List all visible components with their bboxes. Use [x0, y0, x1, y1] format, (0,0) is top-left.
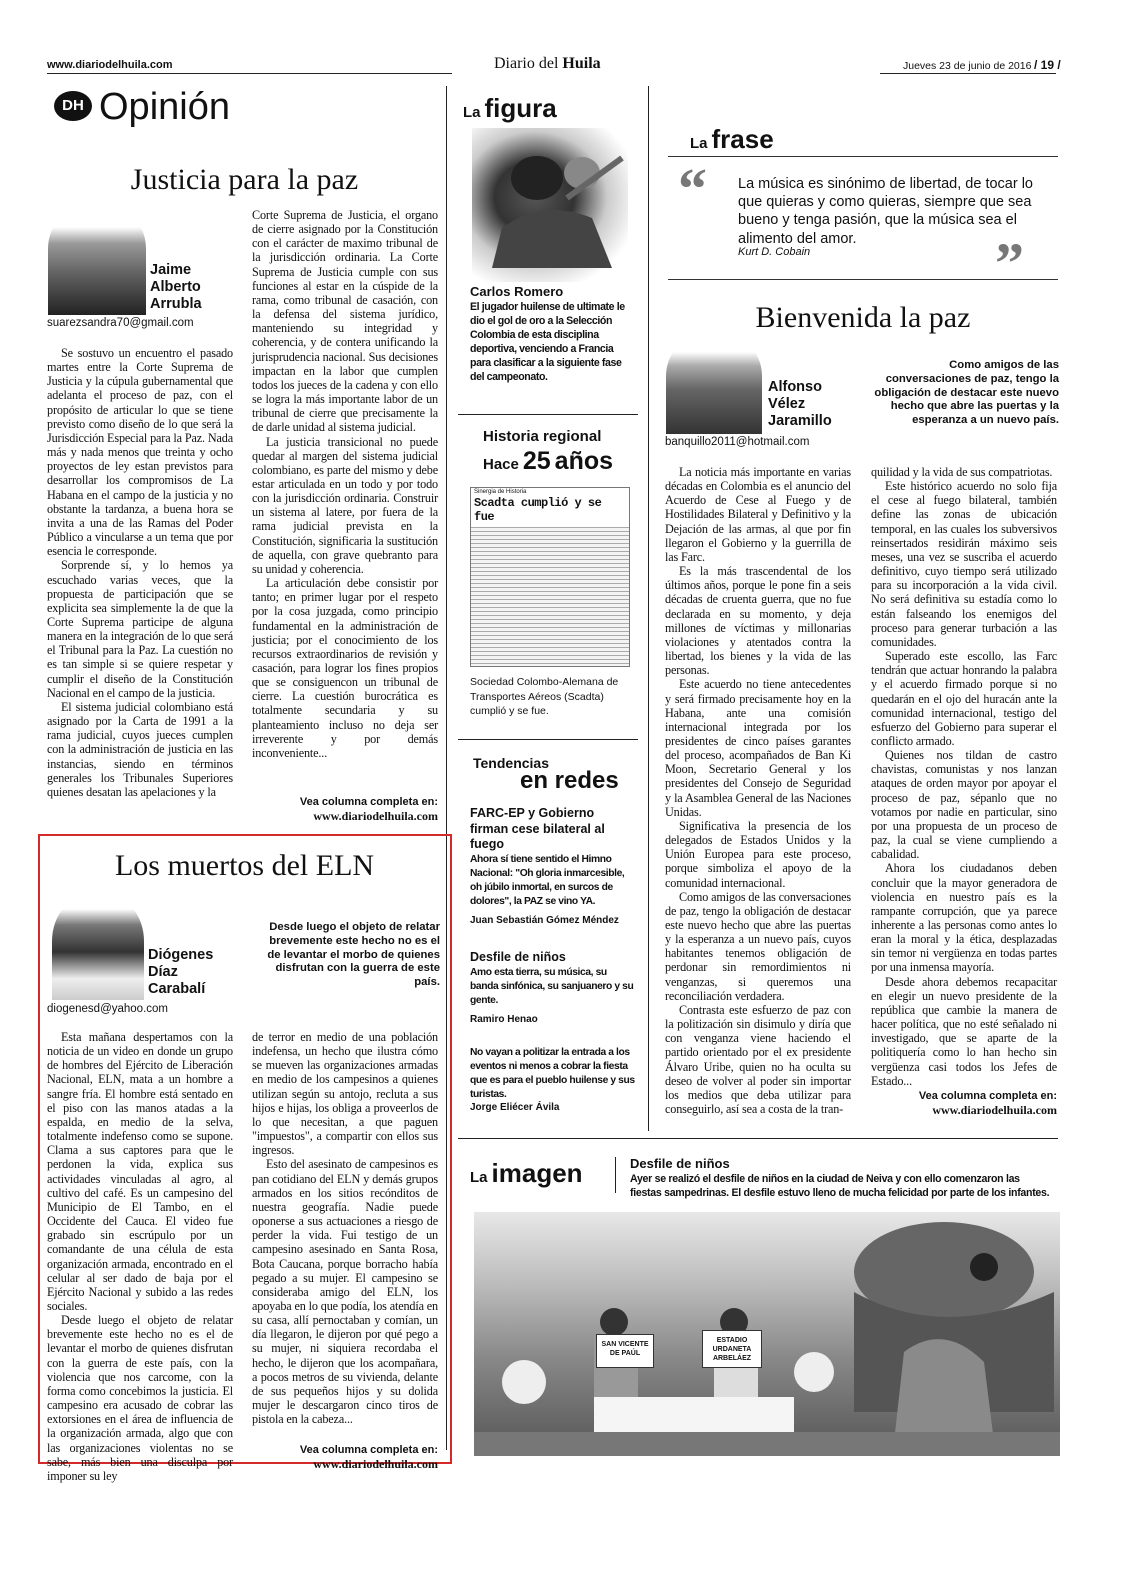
- bienvenida-email[interactable]: banquillo2011@hotmail.com: [665, 436, 810, 448]
- muertos-title: Los muertos del ELN: [114, 849, 375, 882]
- justicia-title: Justicia para la paz: [130, 163, 359, 196]
- ref-url[interactable]: www.diariodelhuila.com: [932, 1103, 1057, 1117]
- paragraph: Quienes nos tildan de castro chavistas, comunistas y nos lanzan ataques de orden mayor por apoyar el proceso de paz, sépanlo que no votamos por nadie en particular, sino por una propuesta de un proceso de paz, la cual se viene cumpliendo a cabalidad.: [871, 748, 1057, 862]
- author-last: Carabalí: [148, 981, 206, 997]
- author-first: Diógenes: [148, 947, 214, 963]
- header-rule-left: [47, 73, 452, 74]
- paragraph: Desde luego el objeto de relatar brevemente este hecho no es el de levantar el morbo de quienes disfrutan con la guerra de este país, con la violencia que nos carcome, con la forma como concebimos la justicia. El campesino era acusado de cobrar las extorsiones en el área de influencia de la organización armada, algo que con las organizaciones violentas no se sabe, más bien una disculpa por imponer su ley: [47, 1313, 233, 1483]
- justicia-ref[interactable]: [252, 795, 438, 823]
- muertos-col2: [252, 1030, 438, 1426]
- author-middle: Vélez: [768, 396, 806, 412]
- ref-url[interactable]: www.diariodelhuila.com: [313, 1457, 438, 1471]
- muertos-author-photo: [52, 893, 144, 1000]
- paragraph: Ahora los ciudadanos deben concluir que la mayor generadora de violencia en nuestro país es la rampante corrupción, que ya parece inherente a las personas como antes lo eran la moral y la ética, desplazadas sin temor ni vergüenza en todas partes por una inmensa mayoría.: [871, 861, 1057, 975]
- figura-photo: [472, 128, 628, 282]
- frase-text: La música es sinónimo de libertad, de tocar lo que quieras y como quieras, siempre que sea bueno y tenga pasión, que la música sea el alimento del amor.: [738, 176, 1033, 247]
- paragraph: Sorprende sí, y lo hemos ya escuchado varias veces, que la propuesta de participación que se explicita sea simplemente la de que la Corte Suprema participe de alguna manera en la integración de lo que será el Tribunal para la Paz. La cuestión no es tan simple si se quiere respetar y cumplir el diseño de la Constitución Nacional en el campo de la justicia.: [47, 558, 233, 700]
- bienvenida-col2: [871, 465, 1057, 1088]
- author-middle: Alberto: [150, 279, 201, 295]
- website-url[interactable]: www.diariodelhuila.com: [47, 59, 173, 71]
- paragraph: Este acuerdo no tiene antecedentes y será firmado precisamente hoy en la Habana, ante una comisión internacional integrada por los presidentes de cinco países garantes del proceso, acompañados de Ban Ki Moon, Secretario General y los presidentes del Consejo de Seguridad y la Asamblea General de las Naciones Unidas.: [665, 677, 851, 819]
- historia-bottom-rule: [458, 739, 638, 740]
- tendencia-body: Amo esta tierra, su música, su banda sinfónica, su sanjuanero y su gente.: [470, 966, 634, 1006]
- section-logo: DH: [54, 91, 92, 121]
- historia-label: Historia regional: [483, 428, 602, 445]
- tendencia-head: Desfile de niños: [470, 950, 566, 964]
- paragraph: Desde ahora debemos recapacitar en elegir un nuevo presidente de la república que cambie la manera de hacer política, que no esté señalado ni investigado, que se aparte de la politiquería como lo han hecho sin vergüenza casi todos los Jefes de Estado...: [871, 974, 1057, 1088]
- paragraph: Esta mañana despertamos con la noticia de un video en donde un grupo de hombres del Ejército de Liberación Nacional, ELN, mata a un hombre a sangre fría. El hombre está sentado en el piso con las manos atadas a la espalda, en medio de la selva, totalmente indefenso como se supone. Clama a sus captores para que le perdonen la vida, explica sus actividades vinculadas al agro, al cultivo del café. Es un campesino del Municipio de El Tambo, en el Occidente del Cauca. El video fue grabado sin escrúpulo por un comandante de una célula de esta organización armada, encontrado en el celular al ser dado de baja por el Ejército Nacional y subido a las redes sociales.: [47, 1030, 233, 1313]
- parade-sign-2: ESTADIO URDANETA ARBELÁEZ: [702, 1330, 762, 1368]
- athletes-icon: [472, 128, 628, 282]
- muertos-pullquote: Desde luego el objeto de relatar brevemente este hecho no es el de levantar el morbo de quienes disfrutan con la guerra de este país.: [267, 921, 440, 989]
- tendencias-label-b: en redes: [520, 767, 619, 794]
- figura-label: [463, 93, 557, 124]
- frase-label-a: La: [690, 135, 708, 152]
- paragraph: Este histórico acuerdo no solo fija el cese al fuego bilateral, también define las zonas de ubicación temporal, en las cuales los subversivos reinsertados residirán máximo seis meses, una vez se suscriba el acuerdo definitivo, cuyo tiempo será utilizado para su incorporación a la vida civil. No será definitiva su estadía como lo están falseando los enemigos del proceso para generar turbación a las comunidades.: [871, 479, 1057, 649]
- tendencia-by: Juan Sebastián Gómez Méndez: [470, 914, 619, 926]
- tendencia-by: Jorge Eliécer Ávila: [470, 1102, 560, 1113]
- figura-name: Carlos Romero: [470, 284, 564, 299]
- paragraph: La noticia más importante en varias décadas en Colombia es el anuncio del Acuerdo de Cese al Fuego y de Hostilidades Bilateral y Definitivo y la Dejación de las armas, al que por fin llegaron el Gobierno y la guerrilla de las Farc.: [665, 465, 851, 564]
- imagen-photo: [474, 1212, 1060, 1456]
- figura-text: El jugador huilense de ultimate le dio el gol de oro a la Selección Colombia de esta disciplina deportiva, venciendo a Francia para clasificar a la siguiente fase del campeonato.: [470, 301, 625, 384]
- paragraph: La articulación debe consistir por tanto; en primer lugar por el respeto por la cosa juzgada, como principio fundamental en la administración de justicia; por el conocimiento de los recursos extraordinarios de revisión y casación, para lograr los fines propios que se consiguencon un tribunal de cierre. La cuestión burocrática es totalmente secundaria y su planteamiento incluso no deja ser irreverente y por demás inconveniente...: [252, 576, 438, 760]
- author-last: Jaramillo: [768, 413, 832, 429]
- header-date: Jueves 23 de junio de 2016: [903, 60, 1032, 72]
- author-first: Alfonso: [768, 379, 822, 395]
- frase-author: Kurt D. Cobain: [738, 246, 811, 258]
- paragraph: La justicia transicional no puede quedar al margen del sistema judicial colombiano, es parte del mismo y debe estar articulada en un todo y por todo con la jurisdicción ordinaria. Construir un sistema al latere, por fuera de la rama judicial prevista en la Constitución, significaria la sustitución de aquella, con grave quebranto para su unidad y coherencia.: [252, 434, 438, 576]
- ref-label: Vea columna completa en:: [299, 796, 438, 808]
- section-title: Opinión: [99, 86, 230, 128]
- tendencia-by: Ramiro Henao: [470, 1013, 538, 1025]
- parade-sign-1: SAN VICENTE DE PAÚL: [596, 1334, 654, 1368]
- muertos-author: [148, 947, 213, 998]
- historia-anos: años: [554, 447, 614, 475]
- paragraph: Contrasta este esfuerzo de paz con la politización sin disimulo y diría que con venganza viene haciendo el partido orientado por el ex presidente Álvaro Uribe, quien no ha oculta su deseo de volver al poder sin importar los medios que deba utilizar para conseguirlo, así sea a costa de la tran-: [665, 1002, 851, 1117]
- frase-label-b: frase: [711, 124, 774, 154]
- tendencias-item-3: [470, 1046, 635, 1113]
- header-rule-right: [880, 73, 1056, 74]
- justicia-email[interactable]: suarezsandra70@gmail.com: [47, 317, 194, 329]
- historia-clipping: [470, 487, 630, 667]
- paragraph: Significativa la presencia de los delegados de Estados Unidos y la Unión Europea para este proceso, porque simboliza el apoyo de la comunidad internacional.: [665, 818, 851, 890]
- author-middle: Díaz: [148, 964, 178, 980]
- tendencias-item-1: [470, 806, 635, 926]
- paragraph: de terror en medio de una población indefensa, un hecho que ilustra cómo se mueven las organizaciones armadas en medio de los campesinos a quienes utilizan según su antojo, recluta a sus hijos e hijas, los obliga a proveerlos de lo que necesitan, a que paguen "impuestos", a compartir con ellos sus ingresos.: [252, 1030, 438, 1158]
- tendencias-label-a: Tendencias: [473, 755, 549, 771]
- muertos-email[interactable]: diogenesd@yahoo.com: [47, 1003, 169, 1015]
- paragraph: quilidad y la vida de sus compatriotas.: [871, 465, 1053, 479]
- historia-num: 25: [522, 447, 551, 475]
- bienvenida-pullquote: Como amigos de las conversaciones de paz, tengo la obligación de destacar este nuevo hecho que abre las puertas y la esperanza a un nuevo país.: [874, 359, 1059, 427]
- justicia-author-photo: [48, 205, 146, 315]
- justicia-col2: [252, 208, 438, 760]
- frase-label: [690, 124, 774, 155]
- imagen-label-b: imagen: [491, 1158, 583, 1188]
- imagen-top-rule: [458, 1138, 1058, 1139]
- bienvenida-author: [768, 379, 832, 430]
- imagen-label: [470, 1158, 583, 1189]
- muertos-ref[interactable]: [252, 1443, 438, 1471]
- muertos-col1: [47, 1030, 233, 1483]
- justicia-author: [150, 262, 202, 313]
- bienvenida-ref[interactable]: [871, 1089, 1057, 1117]
- paragraph: Como amigos de las conversaciones de paz, tengo la obligación de destacar este nuevo hecho que abre las puertas y la esperanza a un nuevo país, cuyos habitantes tenemos obligación de perdonar sin remordimientos ni venganzas, si queremos una reconciliación verdadera.: [665, 889, 851, 1003]
- paragraph: Corte Suprema de Justicia, el organo de cierre asignado por la Constitución con el carácter de maximo tribunal de la jurisdicción ordinaria. La Corte Suprema de Justicia cumple con sus funciones al estar en la cúspide de la rama, como tribunal de casación, con la defensa del sistema jurídico, manteniendo su integridad y coherencia, y de contera unificando la jurisprudencia nacional. Sus decisiones impactan en la labor que cumplen todos los jueces de la cadena y con ello se logra la más importante labor de un tribunal de cierre que precisamente la de darle unidad al sistema judicial.: [252, 208, 438, 435]
- historia-years: [483, 447, 613, 476]
- paragraph: Esto del asesinato de campesinos es pan cotidiano del ELN y demás grupos armados en los sitios recónditos de nuestra geografía. Nadie puede oponerse a sus actuaciones a riesgo de perder la vida. Fui testigo de un campesino asesinado en Santa Rosa, Bota Caucana, porque borracho había pegado a su mujer. El campesino se consideraba amigo del ELN, los apoyaba en lo que podía, los atendía en su casa, allí pernoctaban y comían, un día llegaron, le dijeron por qué pego a su mujer, ni siquiera recordaba el hecho, le dijeron que los acompañara, a pocos metros de su vivienda, delante de sus pequeños hijos y su dolida mujer le descargaron cinco tiros de pistola en la cabeza...: [252, 1157, 438, 1427]
- tendencia-body: No vayan a politizar la entrada a los eventos ni menos a cobrar la fiesta que es para el pueblo huilense y sus turistas.: [470, 1047, 635, 1100]
- ref-label: Vea columna completa en:: [918, 1090, 1057, 1102]
- quote-open-icon: “: [678, 156, 707, 221]
- clip-head: Scadta cumplió y se fue: [471, 496, 629, 527]
- bienvenida-col1: [665, 465, 851, 1116]
- bienvenida-author-photo: [666, 334, 762, 434]
- historia-caption: Sociedad Colombo-Alemana de Transportes Aéreos (Scadta) cumplió y se fue.: [470, 676, 619, 717]
- paragraph: Se sostuvo un encuentro el pasado martes entre la Corte Suprema de Justicia y la cúpula gubernamental que adelanta el proceso de paz, con el propósito de articular lo que se tiene previsto como diseño de lo que será la Jurisdicción Especial para la Paz. Nada más y nada menos que treinta y ocho proyectos de ley estan previstos para desarrollar los compromisos de La Habana en el campo de la justicia y no obstante la tardanza, a buena hora se invita a una de las Ramas del Poder Público a vincularse a un tema que por esencia le corresponde.: [47, 346, 233, 559]
- figura-label-a: La: [463, 104, 481, 121]
- justicia-col1: [47, 346, 233, 799]
- historia-hace: Hace: [483, 456, 519, 473]
- paragraph: Es la más trascendental de los últimos años, porque le pone fin a seis décadas de cruenta guerra, que no fue declarada en su momento, y deja millones de víctimas y millonarias violaciones y atentados contra la libertad, los bienes y la vida de las personas.: [665, 564, 851, 678]
- masthead-a: Diario del: [494, 55, 559, 72]
- tendencias-item-2: [470, 950, 635, 1025]
- imagen-caption: Ayer se realizó el desfile de niños en la ciudad de Neiva y con ello comenzaron las fiestas sampedrinas. El desfile estuvo lleno de mucha felicidad por parte de los infantes.: [630, 1173, 1050, 1199]
- paragraph: Superado este escollo, las Farc tendrán que actuar honrando la palabra y el acuerdo firmado porque si no quedarán en el ojo del huracán ante la comunidad internacional, testigo del esfuerzo del Gobierno para superar el conflicto armado.: [871, 649, 1057, 748]
- masthead-b: Huila: [562, 55, 601, 72]
- tendencia-head: FARC-EP y Gobierno firman cese bilateral al fuego: [470, 806, 605, 851]
- tendencia-body: Ahora sí tiene sentido el Himno Nacional: "Oh gloria inmarcesible, oh júbilo inmortal, en surcos de dolores", la PAZ se vino YA.: [470, 853, 625, 907]
- imagen-label-divider: [615, 1157, 616, 1193]
- ref-label: Vea columna completa en:: [299, 1444, 438, 1456]
- figura-bottom-rule: [458, 414, 638, 415]
- parade-scene-icon: [474, 1212, 1060, 1456]
- imagen-title: Desfile de niños: [630, 1156, 730, 1171]
- figura-label-b: figura: [484, 93, 557, 123]
- quote-close-icon: ”: [995, 231, 1024, 296]
- ref-url[interactable]: www.diariodelhuila.com: [313, 809, 438, 823]
- author-first: Jaime: [150, 262, 192, 278]
- paragraph: El sistema judicial colombiano está asignado por la Carta de 1991 a la rama judicial, cuyos jueces cumplen con la administración de justicia en las instancias, siendo en términos generales los Tribunales Superiores quienes desatan las apelaciones y la: [47, 699, 233, 799]
- bienvenida-title: Bienvenida la paz: [755, 301, 971, 334]
- author-last: Arrubla: [150, 296, 202, 312]
- imagen-label-a: La: [470, 1169, 488, 1186]
- masthead: [494, 55, 601, 73]
- clip-small: Sinergia de Historia: [471, 488, 629, 496]
- divider-mid: [648, 86, 649, 1131]
- page-number: / 19 /: [1034, 58, 1061, 72]
